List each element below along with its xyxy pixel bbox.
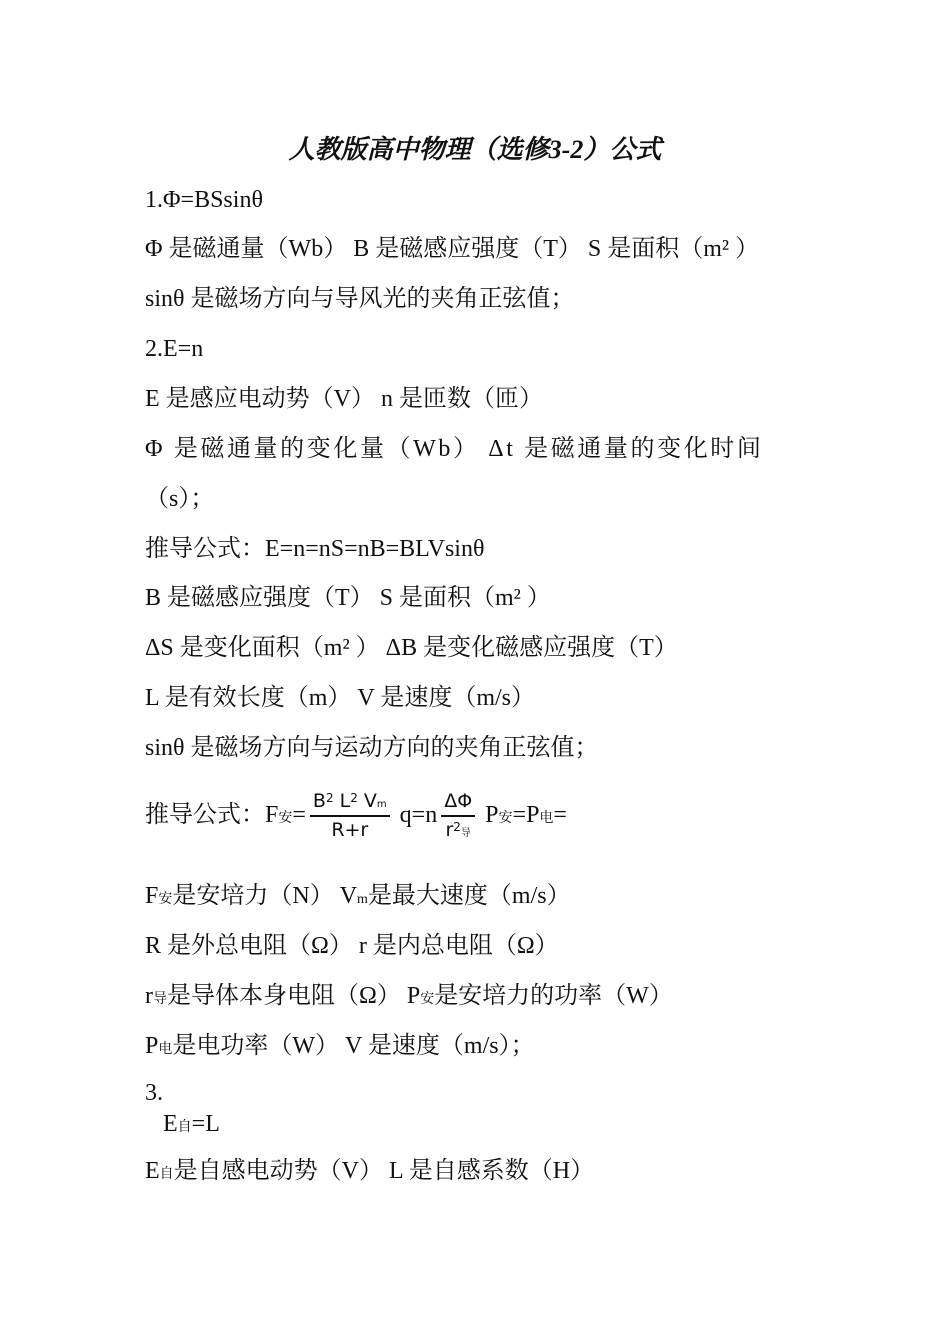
power-formula: P [479, 802, 499, 828]
self-inductance-definition: E自是自感电动势（V） L 是自感系数（H） [145, 1158, 595, 1184]
b-s-definition: B 是磁感应强度（T） S 是面积（m² ） [145, 585, 551, 611]
resistance-definition: R 是外总电阻（Ω） r 是内总电阻（Ω） [145, 933, 559, 959]
conductor-resistance-definition: r导是导体本身电阻（Ω） P安是安培力的功率（W） [145, 983, 673, 1009]
fraction-denominator: $r^2$导 [445, 819, 471, 842]
subscript: 安 [278, 811, 293, 826]
emf-definition: E 是感应电动势（V） n 是匝数（匝） [145, 386, 543, 412]
page-title: 人教版高中物理（选修3-2）公式 [288, 135, 662, 164]
fraction-denominator: R+r [331, 819, 369, 842]
fraction-numerator: $B^2$ $L^2$ Vm [310, 792, 390, 817]
charge-formula: q=n [393, 802, 438, 828]
formula-emf: 2.E=n [145, 336, 204, 362]
formula-flux: 1.Φ=BSsinθ [145, 187, 263, 213]
equals-sign: = [292, 802, 306, 828]
formula-prefix: 推导公式：F [145, 802, 279, 828]
section-three-number: 3. [145, 1080, 163, 1106]
fraction-numerator: ΔΦ [441, 792, 475, 817]
derived-formula-emf: 推导公式：E=n=nS=nB=BLVsinθ [145, 536, 485, 562]
sin-definition: sinθ 是磁场方向与导风光的夹角正弦值； [145, 286, 575, 312]
force-definition: F安是安培力（N） Vm是最大速度（m/s） [145, 883, 571, 909]
flux-change-definition: Φ 是磁通量的变化量（Wb） Δt 是磁通量的变化时间 [145, 436, 764, 462]
motion-angle-definition: sinθ 是磁场方向与运动方向的夹角正弦值； [145, 735, 599, 761]
fraction-force [310, 792, 390, 840]
flux-change-unit: （s）； [145, 486, 215, 512]
formula-self-inductance: E自=L [163, 1111, 220, 1137]
delta-definition: ΔS 是变化面积（m² ） ΔB 是变化磁感应强度（T） [145, 635, 678, 661]
electric-power-definition: P电是电功率（W） V 是速度（m/s）； [145, 1033, 535, 1059]
length-speed-definition: L 是有效长度（m） V 是速度（m/s） [145, 685, 536, 711]
flux-definition: Φ 是磁通量（Wb） B 是磁感应强度（T） S 是面积（m² ） [145, 236, 760, 262]
fraction-charge [441, 792, 475, 840]
derived-formula-force: 推导公式：F安= $\frac{B^2 L^2 Vm}{R+r}$ q=n $\frac{\Delta\Phi}{r^2导}$ P安=P电= [145, 790, 567, 842]
